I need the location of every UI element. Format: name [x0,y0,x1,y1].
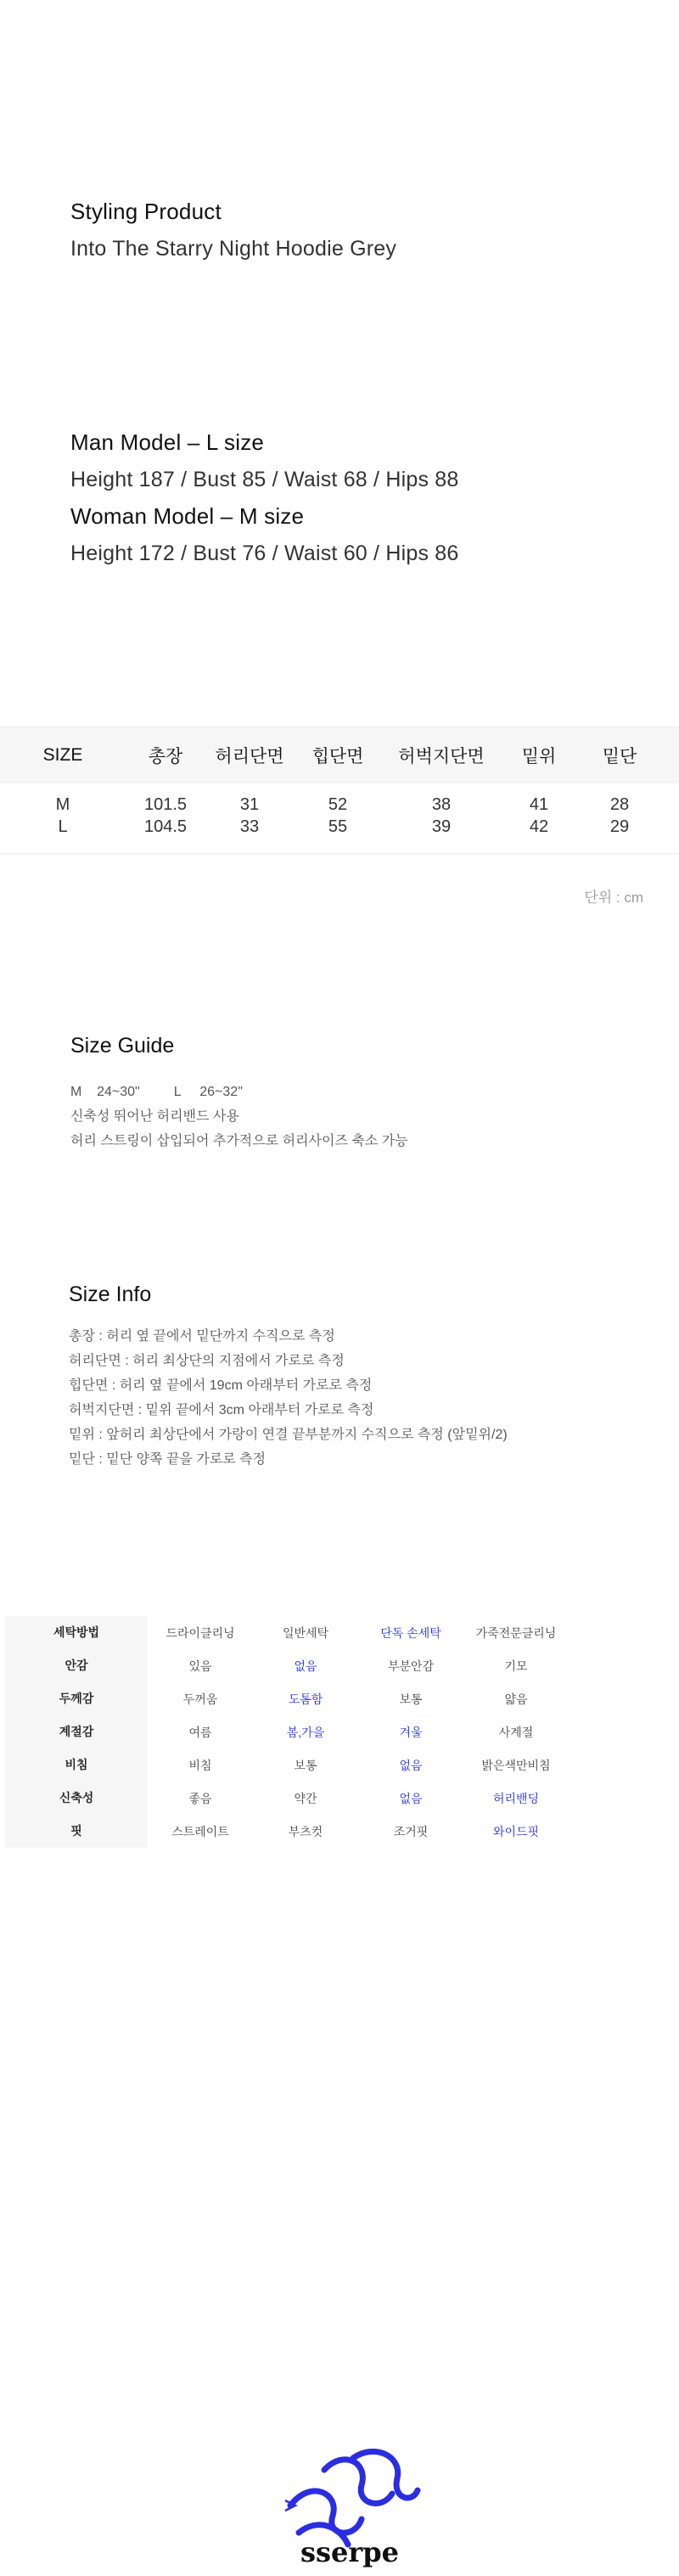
care-option: 약간 [294,1791,317,1805]
care-row-fit [5,1815,674,1848]
care-option-selected: 단독 손세탁 [380,1625,441,1640]
table-row [0,794,679,816]
cell-waist: 31 [239,794,260,814]
header-hem: 밑단 [602,747,637,766]
care-option: 드라이클리닝 [166,1625,235,1640]
logo-wordmark: sserpe [300,2536,399,2568]
fabric-care-table [5,1616,674,1848]
size-info-line: 허벅지단면 : 밑위 끝에서 3cm 아래부터 가로로 측정 [69,1403,374,1417]
care-option: 밝은색만비침 [481,1758,551,1772]
care-label: 계절감 [5,1715,148,1748]
care-option: 여름 [188,1725,212,1739]
table-row [0,816,679,838]
care-option-selected: 도톰함 [288,1692,323,1706]
size-table-body [0,783,679,854]
cell-waist: 33 [239,817,260,836]
care-option-selected: 겨울 [399,1725,423,1739]
size-guide-line: 허리 스트링이 삽입되어 추가적으로 허리사이즈 축소 가능 [70,1134,408,1148]
care-option-selected: 없음 [399,1791,423,1805]
size-info-line: 총장 : 허리 옆 끝에서 밑단까지 수직으로 측정 [69,1329,335,1344]
cell-hem: 28 [609,794,630,814]
care-option: 일반세탁 [282,1625,329,1640]
size-info-title: Size Info [69,1282,152,1306]
size-guide-title: Size Guide [70,1034,175,1058]
woman-model-title: Woman Model – M size [70,503,305,529]
care-row-stretch [5,1782,674,1815]
size-guide-line: 신축성 뛰어난 허리밴드 사용 [70,1109,239,1124]
cell-size: L [58,817,68,836]
care-option: 있음 [188,1658,212,1673]
serpent-logo-icon [273,2444,426,2572]
header-rise: 밑위 [521,747,557,766]
care-row-wash [5,1616,674,1649]
size-info-text [69,1324,508,1472]
cell-length: 101.5 [143,794,188,814]
care-row-lining [5,1649,674,1682]
header-length: 총장 [148,747,183,766]
woman-model-stats: Height 172 / Bust 76 / Waist 60 / Hips 86 [70,542,459,565]
care-option: 조거핏 [393,1824,429,1838]
care-option: 얇음 [504,1692,528,1706]
man-model-stats: Height 187 / Bust 85 / Waist 68 / Hips 88 [70,468,459,491]
size-table [0,727,679,854]
styling-product-name: Into The Starry Night Hoodie Grey [70,237,397,261]
care-row-season [5,1715,674,1748]
care-option: 부츠컷 [288,1824,323,1838]
care-label: 세탁방법 [5,1616,148,1649]
care-option: 기모 [504,1658,528,1673]
cell-rise: 42 [529,817,549,836]
cell-length: 104.5 [143,817,188,836]
care-option-selected: 없음 [399,1758,423,1772]
size-info-line: 밑단 : 밑단 양쪽 끝을 가로로 측정 [69,1452,267,1467]
size-guide-line: M 24~30" L 26~32" [70,1085,243,1099]
care-row-sheerness [5,1748,674,1782]
care-option: 좋음 [188,1791,212,1805]
unit-label: 단위 : cm [584,890,643,906]
styling-title: Styling Product [70,199,222,224]
header-waist: 허리단면 [215,747,284,766]
cell-hip: 52 [328,794,348,814]
cell-rise: 41 [529,794,549,814]
cell-thigh: 39 [431,817,452,836]
cell-thigh: 38 [431,794,452,814]
header-hip: 힙단면 [311,747,364,766]
care-option: 보통 [399,1692,423,1706]
size-info-line: 힙단면 : 허리 옆 끝에서 19cm 아래부터 가로로 측정 [69,1378,373,1393]
header-thigh: 허벅지단면 [398,747,485,766]
care-label: 두께감 [5,1682,148,1715]
size-info-line: 허리단면 : 허리 최상단의 지점에서 가로로 측정 [69,1354,345,1368]
man-model-title: Man Model – L size [70,429,265,455]
care-row-thickness [5,1682,674,1715]
header-size: SIZE [42,745,83,765]
care-option: 사계절 [498,1725,534,1739]
care-label: 신축성 [5,1782,148,1815]
care-option: 두꺼움 [182,1692,218,1706]
care-label: 핏 [5,1815,148,1848]
care-option: 가죽전문클리닝 [475,1625,557,1640]
cell-size: M [55,794,70,814]
size-guide-text [70,1080,408,1153]
cell-hem: 29 [609,817,630,836]
brand-logo [273,2444,426,2572]
care-option-selected: 허리밴딩 [492,1791,540,1805]
care-label: 비침 [5,1748,148,1782]
care-option-selected: 봄,가을 [286,1725,325,1739]
care-label: 안감 [5,1649,148,1682]
size-info-line: 밑위 : 앞허리 최상단에서 가랑이 연결 끝부분까지 수직으로 측정 (앞밑위/2) [69,1428,508,1442]
size-table-header [0,727,679,783]
care-option-selected: 와이드핏 [492,1824,540,1838]
cell-hip: 55 [328,817,348,836]
care-option: 스트레이트 [171,1824,229,1838]
care-option-selected: 없음 [294,1658,317,1673]
care-option: 보통 [294,1758,317,1772]
care-option: 부분안감 [387,1658,435,1673]
care-option: 비침 [188,1758,212,1772]
